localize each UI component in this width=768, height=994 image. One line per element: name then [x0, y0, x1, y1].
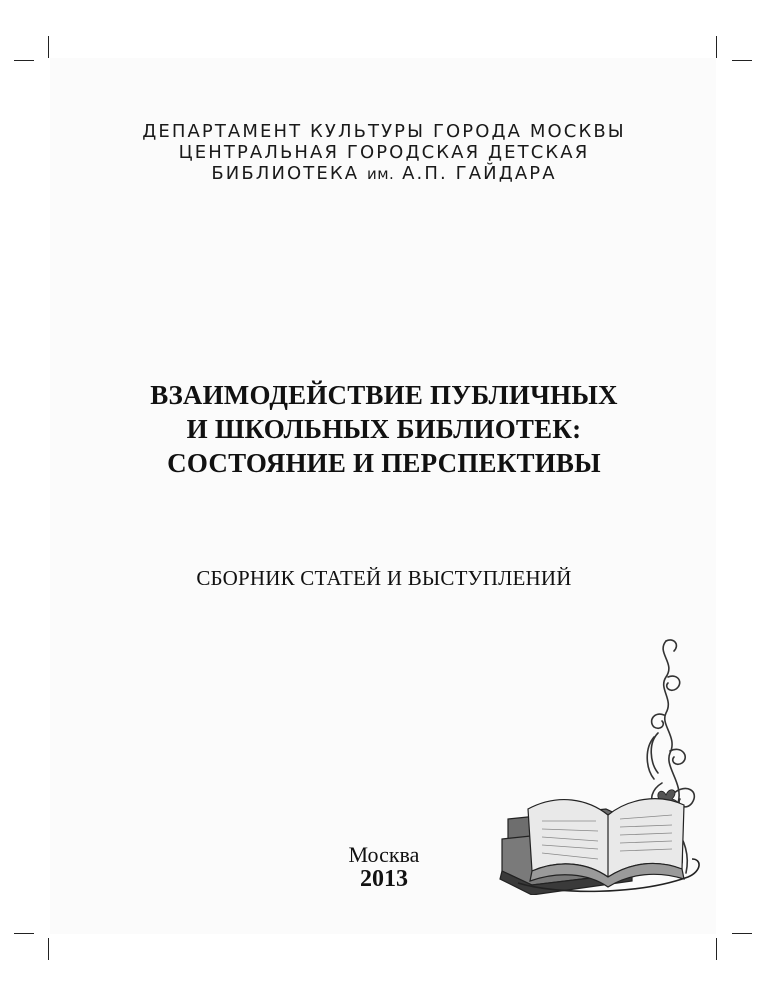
crop-mark	[732, 933, 752, 934]
header-line-3-c: А.П. ГАЙДАРА	[402, 163, 557, 184]
header-line-3-a: БИБЛИОТЕКА	[211, 163, 360, 184]
crop-mark	[716, 36, 717, 58]
crop-mark	[14, 933, 34, 934]
header-line-3	[0, 163, 768, 185]
crop-mark	[48, 938, 49, 960]
title-line-2: И ШКОЛЬНЫХ БИБЛИОТЕК:	[186, 414, 582, 444]
crop-mark	[14, 60, 34, 61]
book-subtitle: СБОРНИК СТАТЕЙ И ВЫСТУПЛЕНИЙ	[196, 566, 572, 590]
header-line-3-b: им.	[366, 165, 395, 183]
publisher-header	[0, 121, 768, 185]
header-line-1: ДЕПАРТАМЕНТ КУЛЬТУРЫ ГОРОДА МОСКВЫ	[142, 121, 626, 142]
crop-mark	[716, 938, 717, 960]
header-line-2: ЦЕНТРАЛЬНАЯ ГОРОДСКАЯ ДЕТСКАЯ	[178, 142, 590, 163]
crop-mark	[732, 60, 752, 61]
publication-year: 2013	[360, 866, 408, 892]
book-title	[0, 378, 768, 480]
publication-city: Москва	[348, 842, 420, 867]
title-line-1: ВЗАИМОДЕЙСТВИЕ ПУБЛИЧНЫХ	[150, 380, 618, 410]
crop-mark	[48, 36, 49, 58]
title-line-3: СОСТОЯНИЕ И ПЕРСПЕКТИВЫ	[167, 448, 601, 478]
